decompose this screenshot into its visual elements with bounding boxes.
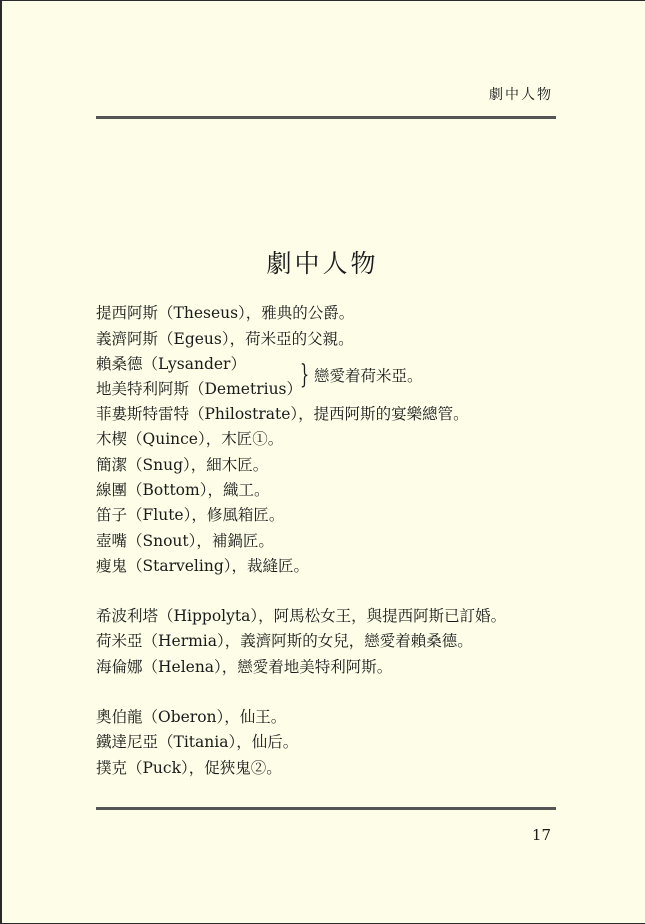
character-entry-quince: 木楔（Quince），木匠①。: [96, 430, 284, 448]
character-entry-demetrius: 地美特利阿斯（Demetrius）: [96, 380, 303, 398]
brace-bracket: }: [300, 360, 310, 390]
character-entry-snug: 簡潔（Snug），細木匠。: [96, 456, 269, 474]
footer-rule: [96, 807, 556, 810]
character-entry-titania: 鐵達尼亞（Titania），仙后。: [96, 733, 299, 751]
character-entry-snout: 壺嘴（Snout），補鍋匠。: [96, 532, 274, 550]
character-entry-hippolyta: 希波利塔（Hippolyta），阿馬松女王，與提西阿斯已訂婚。: [96, 607, 507, 625]
chapter-title: 劇中人物: [266, 249, 379, 278]
character-entry-puck: 撲克（Puck），促狹鬼②。: [96, 759, 282, 777]
character-entry-hermia: 荷米亞（Hermia），義濟阿斯的女兒，戀愛着賴桑德。: [96, 632, 473, 650]
brace-shared-description: 戀愛着荷米亞。: [314, 367, 423, 385]
character-entry-oberon: 奧伯龍（Oberon），仙王。: [96, 708, 287, 726]
character-entry-theseus: 提西阿斯（Theseus），雅典的公爵。: [96, 304, 355, 322]
character-entry-bottom: 線團（Bottom），織工。: [96, 481, 270, 499]
header-rule: [96, 116, 556, 119]
page-number: 17: [531, 826, 551, 844]
character-entry-helena: 海倫娜（Helena），戀愛着地美特利阿斯。: [96, 658, 393, 676]
character-entry-egeus: 義濟阿斯（Egeus），荷米亞的父親。: [96, 330, 354, 348]
character-entry-lysander: 賴桑德（Lysander）: [96, 355, 246, 373]
running-header: 劇中人物: [489, 87, 553, 103]
character-entry-starveling: 瘦鬼（Starveling），裁縫匠。: [96, 557, 309, 575]
character-entry-flute: 笛子（Flute），修風箱匠。: [96, 506, 285, 524]
character-entry-philostrate: 菲婁斯特雷特（Philostrate），提西阿斯的宴樂總管。: [96, 405, 469, 423]
